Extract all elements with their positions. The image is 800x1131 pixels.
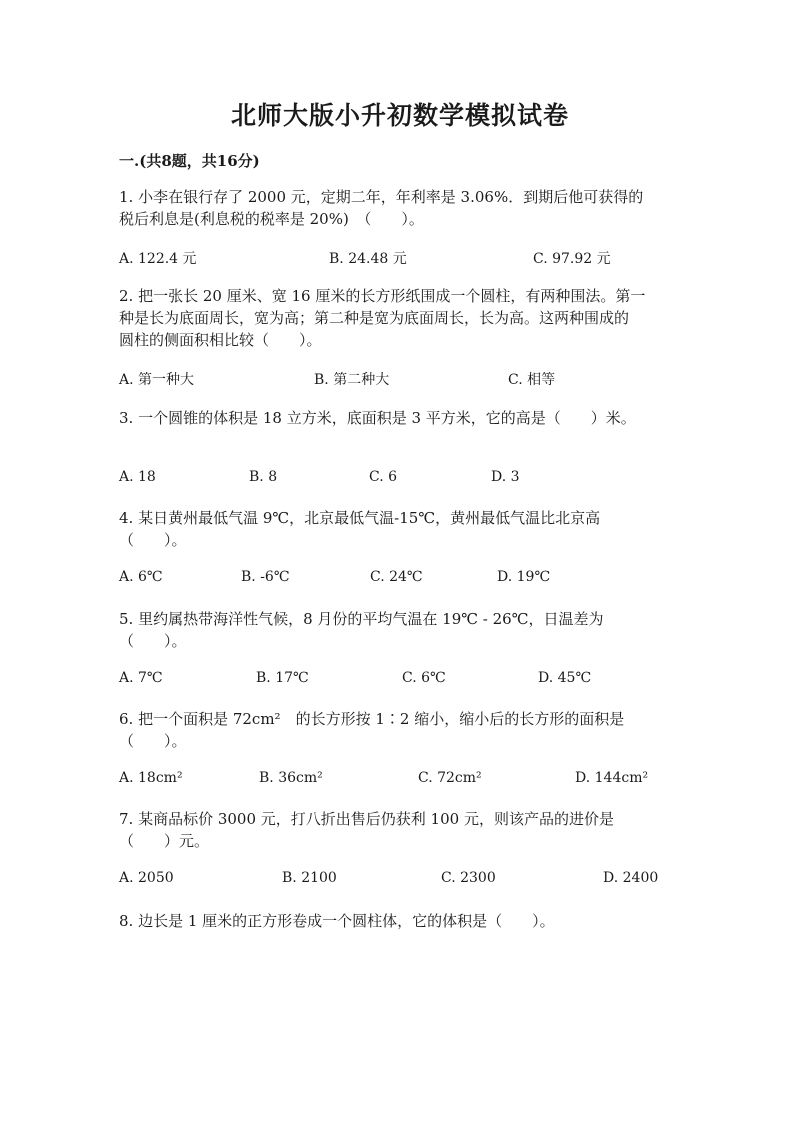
option-c[interactable]: C. 72cm² — [418, 770, 482, 786]
question-1 — [119, 186, 679, 230]
option-b[interactable]: B. 36cm² — [259, 770, 323, 786]
question-line: （ ）。 — [119, 632, 187, 650]
question-4 — [119, 507, 679, 551]
option-a[interactable]: A. 18cm² — [119, 770, 183, 786]
question-2 — [119, 285, 679, 351]
option-d[interactable]: D. 45℃ — [538, 670, 592, 686]
question-line: 7. 某商品标价 3000 元，打八折出售后仍获利 100 元，则该产品的进价是 — [119, 810, 614, 828]
option-c[interactable]: C. 97.92 元 — [533, 251, 611, 267]
option-c[interactable]: C. 24℃ — [370, 569, 423, 585]
option-a[interactable]: A. 122.4 元 — [119, 251, 197, 267]
option-d[interactable]: D. 19℃ — [497, 569, 551, 585]
question-line: 圆柱的侧面积相比较（ ）。 — [119, 331, 322, 349]
question-8 — [119, 910, 679, 932]
page-title: 北师大版小升初数学模拟试卷 — [230, 101, 569, 130]
question-line: （ ）。 — [119, 732, 187, 750]
option-d[interactable]: D. 2400 — [603, 870, 659, 886]
option-c[interactable]: C. 6℃ — [402, 670, 446, 686]
option-d[interactable]: D. 3 — [491, 469, 520, 485]
options-5 — [119, 670, 679, 692]
question-line: 种是长为底面周长，宽为高；第二种是宽为底面周长，长为高。这两种围成的 — [119, 309, 630, 327]
option-c[interactable]: C. 6 — [369, 469, 398, 485]
options-4 — [119, 569, 679, 591]
option-a[interactable]: A. 6℃ — [119, 569, 163, 585]
question-line: 6. 把一个面积是 72cm² 的长方形按 1∶2 缩小，缩小后的长方形的面积是 — [119, 710, 625, 728]
question-line: 2. 把一张长 20 厘米、宽 16 厘米的长方形纸围成一个圆柱，有两种围法。第一 — [119, 287, 646, 305]
options-2 — [119, 369, 679, 391]
option-c[interactable]: C. 相等 — [508, 372, 556, 388]
question-line: 税后利息是(利息税的税率是 20%) （ ）。 — [119, 210, 424, 228]
options-3 — [119, 469, 679, 491]
options-7 — [119, 870, 679, 892]
question-line: 3. 一个圆锥的体积是 18 立方米，底面积是 3 平方米，它的高是（ ）米。 — [119, 409, 636, 427]
question-5 — [119, 608, 679, 652]
option-b[interactable]: B. 2100 — [282, 870, 337, 886]
option-b[interactable]: B. 第二种大 — [314, 372, 390, 388]
question-line: （ ）。 — [119, 531, 187, 549]
option-a[interactable]: A. 18 — [119, 469, 156, 485]
question-3 — [119, 407, 679, 429]
question-line: 8. 边长是 1 厘米的正方形卷成一个圆柱体，它的体积是（ ）。 — [119, 912, 555, 930]
option-b[interactable]: B. 24.48 元 — [329, 251, 407, 267]
question-line: 5. 里约属热带海洋性气候，8 月份的平均气温在 19℃ - 26℃，日温差为 — [119, 610, 604, 628]
question-6 — [119, 708, 679, 752]
question-line: （ ）元。 — [119, 832, 210, 850]
option-b[interactable]: B. 17℃ — [256, 670, 309, 686]
options-1 — [119, 248, 679, 270]
section-heading: 一.(共8题，共16分) — [119, 152, 260, 170]
question-line: 4. 某日黄州最低气温 9℃，北京最低气温-15℃，黄州最低气温比北京高 — [119, 509, 601, 527]
option-a[interactable]: A. 2050 — [119, 870, 174, 886]
question-line: 1. 小李在银行存了 2000 元，定期二年，年利率是 3.06%．到期后他可获得的 — [119, 188, 644, 206]
option-c[interactable]: C. 2300 — [441, 870, 496, 886]
option-b[interactable]: B. 8 — [249, 469, 278, 485]
option-b[interactable]: B. -6℃ — [241, 569, 290, 585]
option-d[interactable]: D. 144cm² — [575, 770, 649, 786]
option-a[interactable]: A. 第一种大 — [119, 372, 195, 388]
options-6 — [119, 770, 679, 792]
question-7 — [119, 808, 679, 852]
option-a[interactable]: A. 7℃ — [119, 670, 163, 686]
